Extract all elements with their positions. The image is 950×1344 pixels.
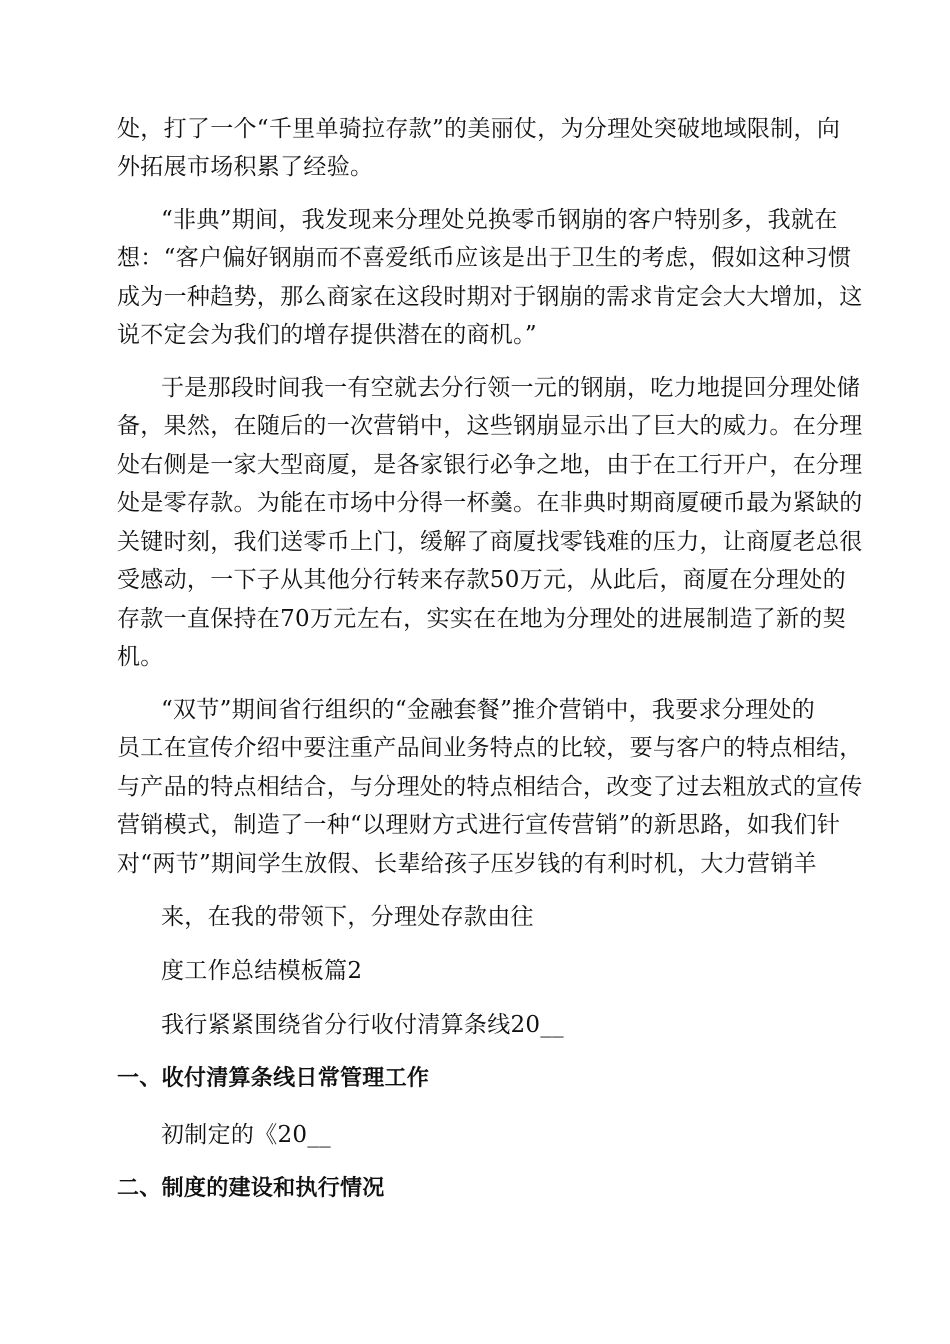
paragraph-4-line-3: 与产品的特点相结合，与分理处的特点相结合，改变了过去粗放式的宣传 <box>117 774 863 800</box>
paragraph-4-line-5: 对“两节”期间学生放假、长辈给孩子压岁钱的有利时机，大力营销羊 <box>117 851 817 877</box>
paragraph-3-line-6: 受感动，一下子从其他分行转来存款50万元，从此后，商厦在分理处的 <box>117 567 846 593</box>
fragment-line-3: 我行紧紧围绕省分行收付清算条线20__ <box>161 1012 564 1038</box>
paragraph-2-line-3: 成为一种趋势，那么商家在这段时期对于钢崩的需求肯定会大大增加，这 <box>117 284 863 310</box>
paragraph-4-line-2: 员工在宣传介绍中要注重产品间业务特点的比较，要与客户的特点相结， <box>117 735 863 761</box>
paragraph-1-line-2: 外拓展市场积累了经验。 <box>117 154 374 180</box>
paragraph-4-line-1: “双节”期间省行组织的“金融套餐”推介营销中，我要求分理处的 <box>161 697 816 723</box>
fragment-line-2: 度工作总结模板篇2 <box>161 958 363 984</box>
paragraph-3-line-3: 处右侧是一家大型商厦，是各家银行必争之地，由于在工行开户，在分理 <box>117 452 863 478</box>
paragraph-3-line-8: 机。 <box>117 644 164 670</box>
paragraph-1-line-1: 处，打了一个“千里单骑拉存款”的美丽仗，为分理处突破地域限制，向 <box>117 116 841 142</box>
section-heading-1: 一、收付清算条线日常管理工作 <box>117 1066 430 1091</box>
paragraph-4-line-4: 营销模式，制造了一种“以理财方式进行宣传营销”的新思路，如我们针 <box>117 812 841 838</box>
section-heading-2: 二、制度的建设和执行情况 <box>117 1176 385 1201</box>
paragraph-3-line-2: 备，果然，在随后的一次营销中，这些钢崩显示出了巨大的威力。在分理 <box>117 413 863 439</box>
fragment-line-4: 初制定的《20__ <box>161 1122 331 1148</box>
paragraph-2-line-4: 说不定会为我们的增存提供潜在的商机。” <box>117 322 537 348</box>
paragraph-3-line-1: 于是那段时间我一有空就去分行领一元的钢崩，吃力地提回分理处储 <box>161 375 860 401</box>
fragment-line-1: 来，在我的带领下，分理处存款由往 <box>161 904 534 930</box>
paragraph-2-line-2: 想：“客户偏好钢崩而不喜爱纸币应该是出于卫生的考虑，假如这种习惯 <box>117 245 852 271</box>
paragraph-3-line-7: 存款一直保持在70万元左右，实实在在地为分理处的进展制造了新的契 <box>117 606 846 632</box>
paragraph-2-line-1: “非典”期间，我发现来分理处兑换零币钢崩的客户特别多，我就在 <box>161 207 838 233</box>
paragraph-3-line-5: 关键时刻，我们送零币上门，缓解了商厦找零钱难的压力，让商厦老总很 <box>117 529 863 555</box>
paragraph-3-line-4: 处是零存款。为能在市场中分得一杯羹。在非典时期商厦硬币最为紧缺的 <box>117 490 863 516</box>
